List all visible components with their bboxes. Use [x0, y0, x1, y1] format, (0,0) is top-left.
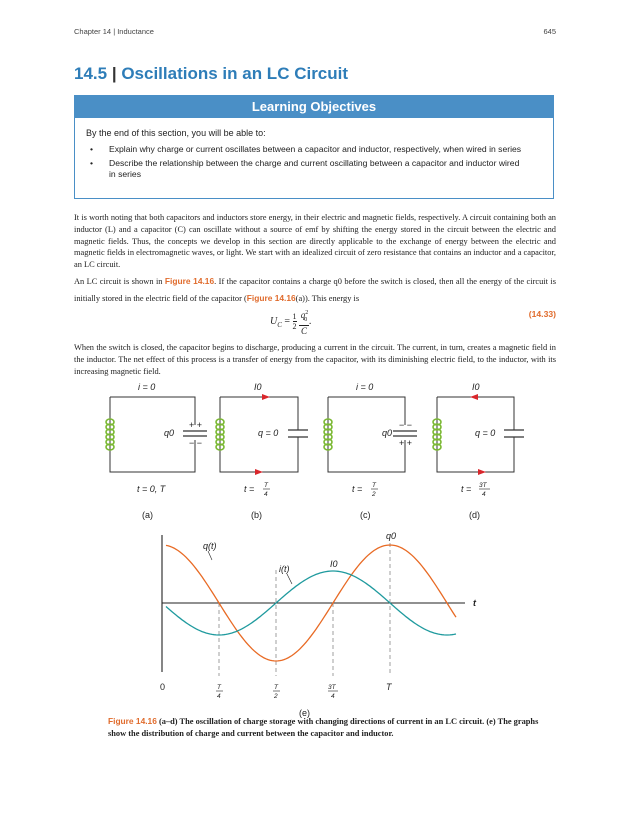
learning-objective-item: • Describe the relationship between the charge and current oscillating between a capacitor and inductor wired in series	[75, 158, 553, 180]
paragraph-text: . If the capacitor contains a charge q0 before the switch is closed, then all the energy of the circuit is initially stored in the electric field of the capacitor (	[74, 277, 556, 303]
origin-label: 0	[160, 682, 166, 692]
circuit-top-label: i = 0	[356, 382, 374, 392]
time-frac-num: 3T	[479, 482, 487, 489]
inductor-icon	[216, 419, 224, 450]
circuit-time-label: t =	[461, 484, 472, 494]
tick-label-den: 2	[274, 693, 278, 700]
eq-lhs: U	[270, 316, 278, 328]
charge-plus: + +	[189, 420, 203, 430]
time-frac-num: T	[372, 482, 376, 489]
peak-label-q: q0	[386, 531, 397, 541]
time-frac-den: 4	[482, 491, 486, 498]
time-axis-label: t	[473, 598, 476, 608]
caption-label: Figure 14.16	[108, 716, 157, 726]
figure-link[interactable]: Figure 14.16	[246, 293, 296, 303]
figure-link[interactable]: Figure 14.16	[164, 276, 215, 286]
circuit-time-label: t =	[244, 484, 255, 494]
figure-caption	[108, 716, 548, 739]
circuit-label: (d)	[469, 510, 480, 520]
circuit-cap-label: q = 0	[475, 428, 496, 438]
graph-e	[160, 531, 477, 718]
circuit-time-label: t = 0, T	[137, 484, 166, 494]
circuit-top-label: I0	[472, 382, 480, 392]
equation-number: (14.33)	[528, 309, 556, 319]
eq-sub: C	[277, 321, 282, 330]
tick-label-num: T	[274, 684, 278, 691]
time-frac-den: 2	[372, 491, 376, 498]
circuit-cap-label: q0	[164, 428, 175, 438]
current-arrow-icon	[255, 469, 263, 475]
page-number: 645	[543, 27, 556, 36]
eq-half-num: 1	[292, 312, 297, 322]
caption-text: (a–d) The oscillation of charge storage with changing directions of current in an LC circuit. (e) The graphs show the distribution of charge and current between the capacitor and inductor.	[108, 717, 539, 738]
circuit-label: (a)	[142, 510, 153, 520]
learning-objectives-intro: By the end of this section, you will be able to:	[86, 128, 266, 138]
inductor-icon	[324, 419, 332, 450]
current-arrow-icon	[262, 394, 270, 400]
inductor-icon	[433, 419, 441, 450]
eq-denominator: C	[301, 325, 308, 336]
eq-period: .	[309, 316, 312, 328]
section-number: 14.5	[74, 64, 108, 83]
tick-label-num: T	[217, 684, 221, 691]
inductor-icon	[106, 419, 114, 450]
time-frac-den: 4	[264, 491, 268, 498]
circuit-cap-label: q = 0	[258, 428, 279, 438]
circuit-top-label: I0	[254, 382, 262, 392]
peak-label-i: I0	[330, 559, 338, 569]
charge-minus: − −	[189, 438, 203, 448]
section-separator: |	[111, 64, 117, 83]
paragraph-text: An LC circuit is shown in	[74, 277, 165, 286]
graph-label: (e)	[299, 708, 310, 718]
eq-num-q: q	[300, 310, 306, 320]
guide-lines	[219, 543, 390, 676]
paragraph-text: (a)). This energy is	[295, 294, 360, 303]
tick-label-den: 4	[217, 693, 221, 700]
circuit-cap-label: q0	[382, 428, 393, 438]
eq-num-sup: 2	[305, 310, 309, 316]
circuit-label: (c)	[360, 510, 371, 520]
charge-minus: − −	[399, 420, 413, 430]
eq-equals: =	[284, 316, 291, 328]
learning-objectives-heading: Learning Objectives	[75, 96, 553, 118]
charge-plus: + +	[399, 438, 413, 448]
circuit-b	[216, 382, 308, 520]
tick-label-num: 3T	[328, 684, 336, 691]
circuit-a	[106, 382, 207, 520]
current-arrow-icon	[470, 394, 478, 400]
circuit-d	[433, 382, 524, 520]
section-name: Oscillations in an LC Circuit	[121, 64, 349, 83]
circuit-label: (b)	[251, 510, 262, 520]
tick-label: T	[386, 682, 392, 692]
series-label-i: i(t)	[279, 564, 290, 574]
current-arrow-icon	[478, 469, 486, 475]
paragraph-discharge: When the switch is closed, the capacitor begins to discharge, producing a current in the circuit. The current, in turn, creates a magnetic field in the inductor. The net effect of this process is a transfer of energy from the capacitor, with its diminishing electric field, to the inductor, with its increasing magnetic field.	[74, 343, 556, 376]
learning-objective-item: • Explain why charge or current oscillates between a capacitor and inductor, respectively, when wired in series	[75, 144, 553, 155]
running-header-chapter: Chapter 14 | Inductance	[74, 27, 154, 36]
circuit-c	[324, 382, 417, 520]
eq-half-den: 2	[292, 322, 297, 332]
tick-label-den: 4	[331, 693, 335, 700]
paragraph-intro: It is worth noting that both capacitors and inductors store energy, in their electric and magnetic fields, respectively. A circuit containing both an inductor (L) and a capacitor (C) can oscillate without a source of emf by shifting the energy stored in the circuit between the electric and magnetic fields. Thus, the concepts we develop in this section are directly applicable to the exchange of energy between the electric and magnetic fields in electromagnetic waves, or light. We start with an idealized circuit of zero resistance that contains an inductor and a capacitor, an LC circuit.	[74, 213, 556, 270]
eq-num-sub: 0	[304, 316, 308, 323]
circuit-time-label: t =	[352, 484, 363, 494]
circuit-top-label: i = 0	[138, 382, 156, 392]
series-label-q: q(t)	[203, 541, 217, 551]
time-frac-num: T	[264, 482, 268, 489]
